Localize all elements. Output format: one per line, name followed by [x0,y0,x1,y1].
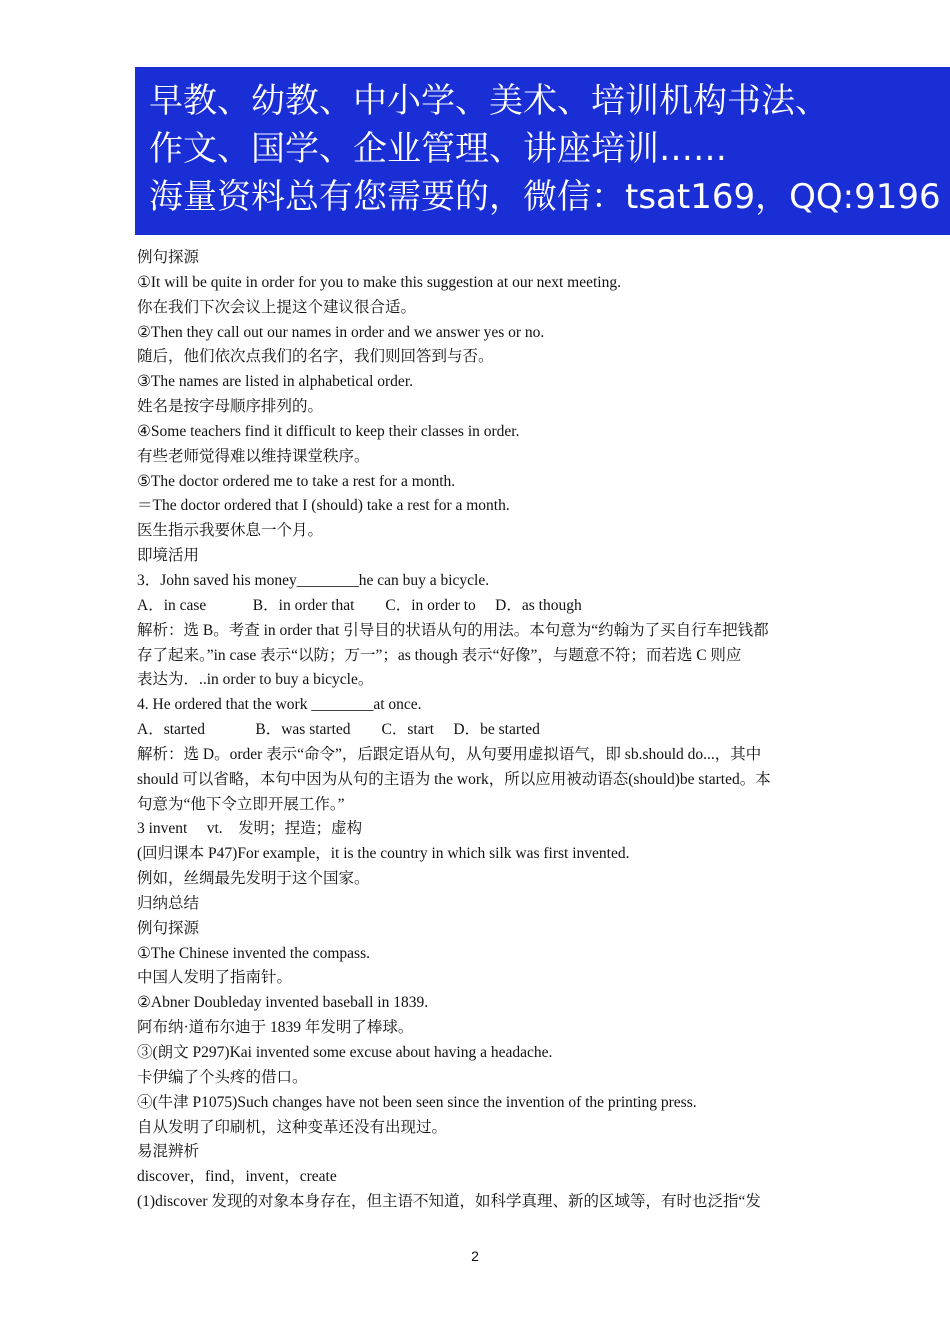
translation: 自从发明了印刷机，这种变革还没有出现过。 [137,1118,448,1136]
example-sentence: ②Then they call out our names in order and we answer yes or no. [137,323,545,341]
translation: 随后，他们依次点我们的名字，我们则回答到与否。 [137,348,494,366]
translation: 有些老师觉得难以维持课堂秩序。 [137,447,370,465]
analysis-text: 表达为．..in order to buy a bicycle。 [137,671,374,689]
banner-line-2: 作文、国学、企业管理、讲座培训…… [149,129,727,169]
translation: 你在我们下次会议上提这个建议很合适。 [137,298,417,316]
advertisement-banner [135,67,950,235]
analysis-text: 句意为“他下令立即开展工作。” [137,795,345,813]
translation: 中国人发明了指南针。 [137,969,293,987]
explanation-text: (1)discover 发现的对象本身存在，但主语不知道，如科学真理、新的区域等，有时也泛指“发 [137,1193,761,1211]
example-sentence: ⑤The doctor ordered me to take a rest for a month. [137,472,456,490]
banner-line-1: 早教、幼教、中小学、美术、培训机构书法、 [149,81,829,121]
exercise-question: 3．John saved his money________he can buy a bicycle. [137,571,490,589]
example-sentence: ④Some teachers find it difficult to keep their classes in order. [137,422,520,440]
document-body [137,246,817,1215]
exercise-question: 4. He ordered that the work ________at once. [137,696,422,714]
example-sentence: ①It will be quite in order for you to make this suggestion at our next meeting. [137,273,621,291]
translation: 卡伊编了个头疼的借口。 [137,1068,308,1086]
example-sentence: ①The Chinese invented the compass. [137,944,370,962]
section-heading: 例句探源 [137,919,200,937]
analysis-text: 解析：选 D。order 表示“命令”，后跟定语从句，从句要用虚拟语气，即 sb.should do...，其中 [137,745,762,763]
example-sentence: ④(牛津 P1075)Such changes have not been seen since the invention of the printing press. [137,1093,697,1111]
analysis-text: 解析：选 B。考查 in order that 引导目的状语从句的用法。本句意为“约翰为了买自行车把钱都 [137,621,769,639]
example-sentence: (回归课本 P47)For example，it is the country in which silk was first invented. [137,845,630,863]
section-heading: 即境活用 [137,547,200,565]
translation: 医生指示我要休息一个月。 [137,522,324,540]
example-sentence: ②Abner Doubleday invented baseball in 1839. [137,994,429,1012]
example-sentence: ＝The doctor ordered that I (should) take a rest for a month. [137,497,510,515]
section-heading: 归纳总结 [137,894,200,912]
banner-line-3: 海量资料总有您需要的，微信：tsat169，QQ:9196 [149,177,941,217]
example-sentence: ③(朗文 P297)Kai invented some excuse about having a headache. [137,1044,553,1061]
example-sentence: ③The names are listed in alphabetical order. [137,373,413,391]
word-list: discover，find，invent，create [137,1168,337,1186]
section-heading: 易混辨析 [137,1143,200,1161]
exercise-options: A．started B．was started C．start D．be started [137,721,540,739]
analysis-text: 存了起来。”in case 表示“以防；万一”；as though 表示“好像”，与题意不符；而若选 C 则应 [137,646,742,664]
translation: 例如，丝绸最先发明于这个国家。 [137,870,370,888]
analysis-text: should 可以省略，本句中因为从句的主语为 the work，所以应用被动语态(should)be started。本 [137,770,771,788]
translation: 姓名是按字母顺序排列的。 [137,398,324,416]
exercise-options: A．in case B．in order that C．in order to D．as though [137,596,582,614]
vocabulary-entry: 3 invent vt. 发明；捏造；虚构 [137,820,363,838]
section-heading: 例句探源 [137,249,200,266]
translation: 阿布纳·道布尔迪于 1839 年发明了棒球。 [137,1019,414,1037]
page-number: 2 [471,1248,479,1264]
